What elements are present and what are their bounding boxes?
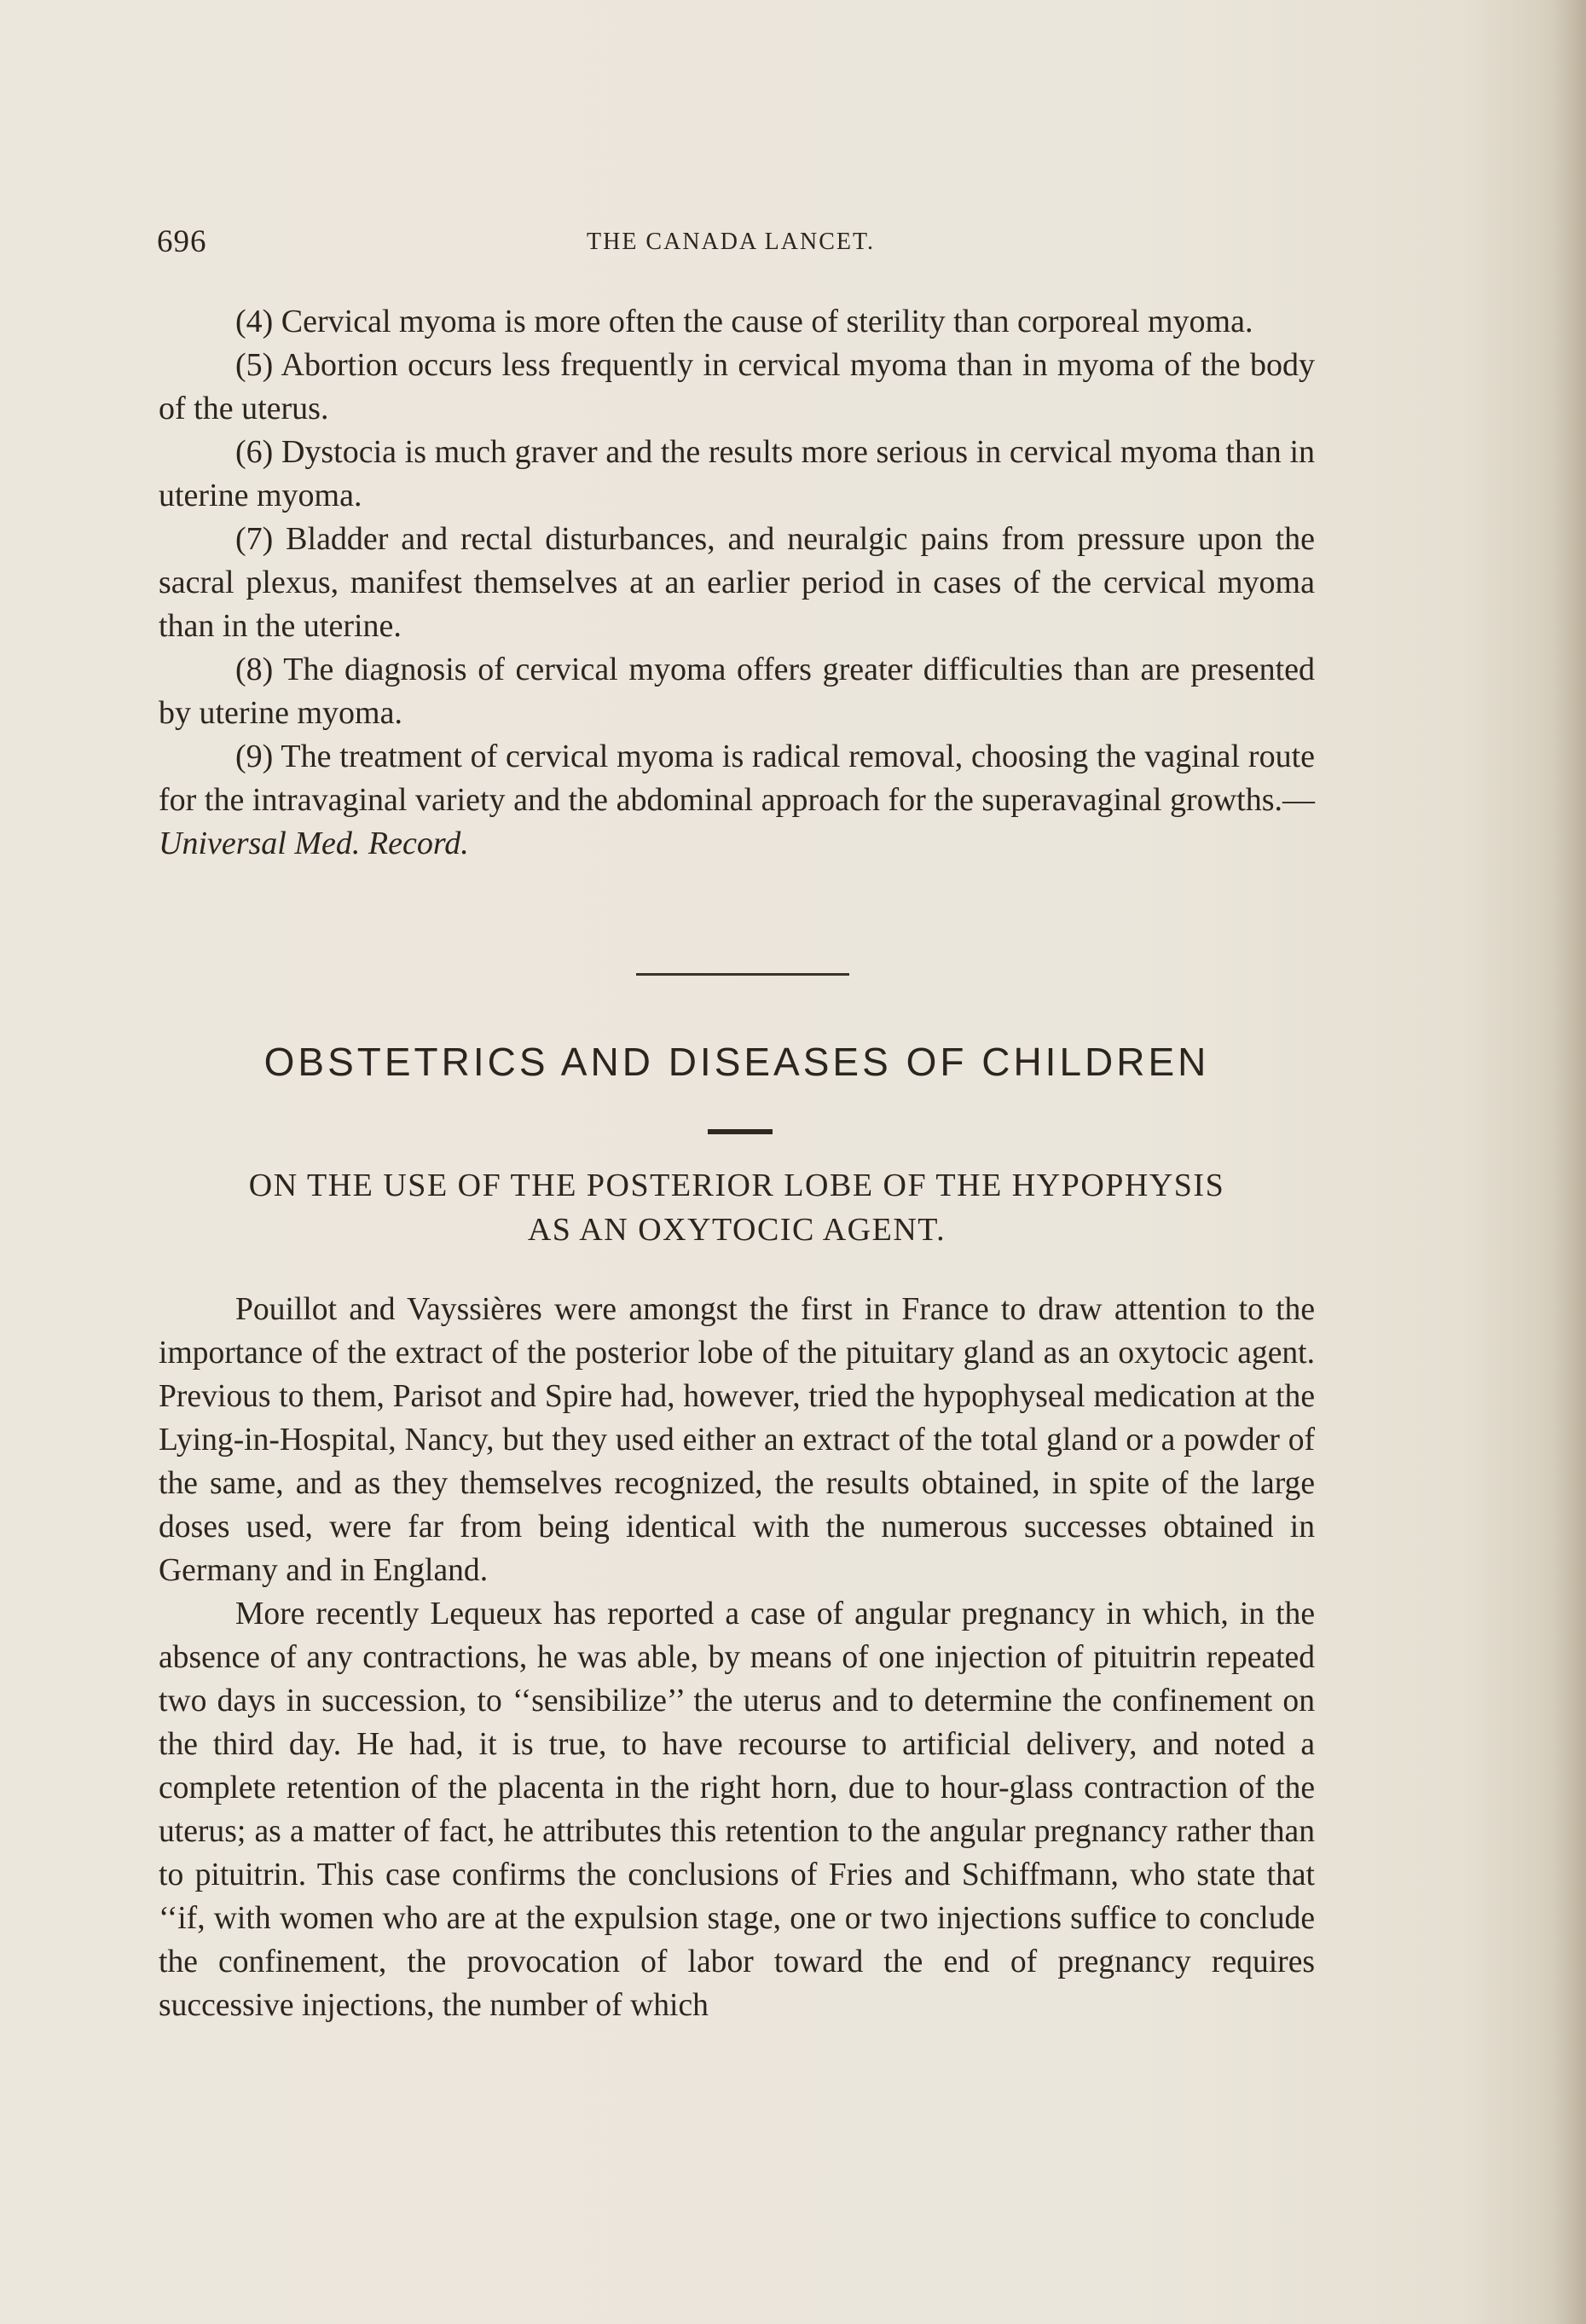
conclusion-item: (5) Abortion occurs less frequently in cervical myoma than in myoma of the body of the uterus. xyxy=(159,347,1315,426)
conclusion-item: (9) The treatment of cervical myoma is radical removal, choosing the vaginal route for the intravaginal variety and the abdominal approach for the superavaginal growths.—Universal Med. Record. xyxy=(159,739,1315,861)
conclusion-item: (8) The diagnosis of cervical myoma offers greater difficulties than are presented by uterine myoma. xyxy=(159,652,1315,731)
article-title-line: ON THE USE OF THE POSTERIOR LOBE OF THE HYPOPHYSIS xyxy=(248,1168,1225,1203)
section-divider xyxy=(636,973,849,976)
section-heading: OBSTETRICS AND DISEASES OF CHILDREN xyxy=(263,1040,1210,1084)
article-title xyxy=(159,1163,1315,1252)
journal-title: THE CANADA LANCET. xyxy=(587,229,876,255)
conclusion-item: (4) Cervical myoma is more often the cause of sterility than corporeal myoma. xyxy=(235,304,1253,339)
article-body xyxy=(159,1288,1315,2027)
conclusion-item: (7) Bladder and rectal disturbances, and neuralgic pains from pressure upon the sacral plexus, manifest themselves at an earlier period in cases of the cervical myoma than in the uterine. xyxy=(159,521,1315,644)
running-head xyxy=(157,223,1317,264)
page-number: 696 xyxy=(157,224,207,259)
conclusions-list xyxy=(159,300,1315,866)
article-paragraph: Pouillot and Vayssières were amongst the first in France to draw attention to the importance of the extract of the posterior lobe of the pituitary gland as an oxytocic agent. Previous to them, Parisot and Spire had, however, tried the hypophyseal medication at the Lying-in-Hospital, Nancy, but they used either an extract of the total gland or a powder of the same, and as they themselves recognized, the results obtained, in spite of the large doses used, were far from being identical with the numerous successes obtained in Germany and in England. xyxy=(159,1292,1315,1588)
heading-rule xyxy=(708,1129,773,1134)
page-edge-shadow xyxy=(1552,0,1586,2324)
source-citation: Universal Med. Record. xyxy=(159,826,469,861)
article-paragraph: More recently Lequeux has reported a case of angular pregnancy in which, in the absence of any contractions, he was able, by means of one injection of pituitrin repeated two days in succession, to ‘‘sensibilize’’ the uterus and to determine the confinement on the third day. He had, it is true, to have recourse to artificial delivery, and noted a complete retention of the placenta in the right horn, due to hour-glass contraction of the uterus; as a matter of fact, he attributes this retention to the angular pregnancy rather than to pituitrin. This case confirms the conclusions of Fries and Schiffmann, who state that ‘‘if, with women who are at the expulsion stage, one or two injections suffice to conclude the confinement, the provocation of labor toward the end of pregnancy requires successive injections, the number of which xyxy=(159,1597,1315,2023)
conclusion-item: (6) Dystocia is much graver and the results more serious in cervical myoma than in uterine myoma. xyxy=(159,434,1315,513)
article-title-line: AS AN OXYTOCIC AGENT. xyxy=(527,1212,946,1248)
